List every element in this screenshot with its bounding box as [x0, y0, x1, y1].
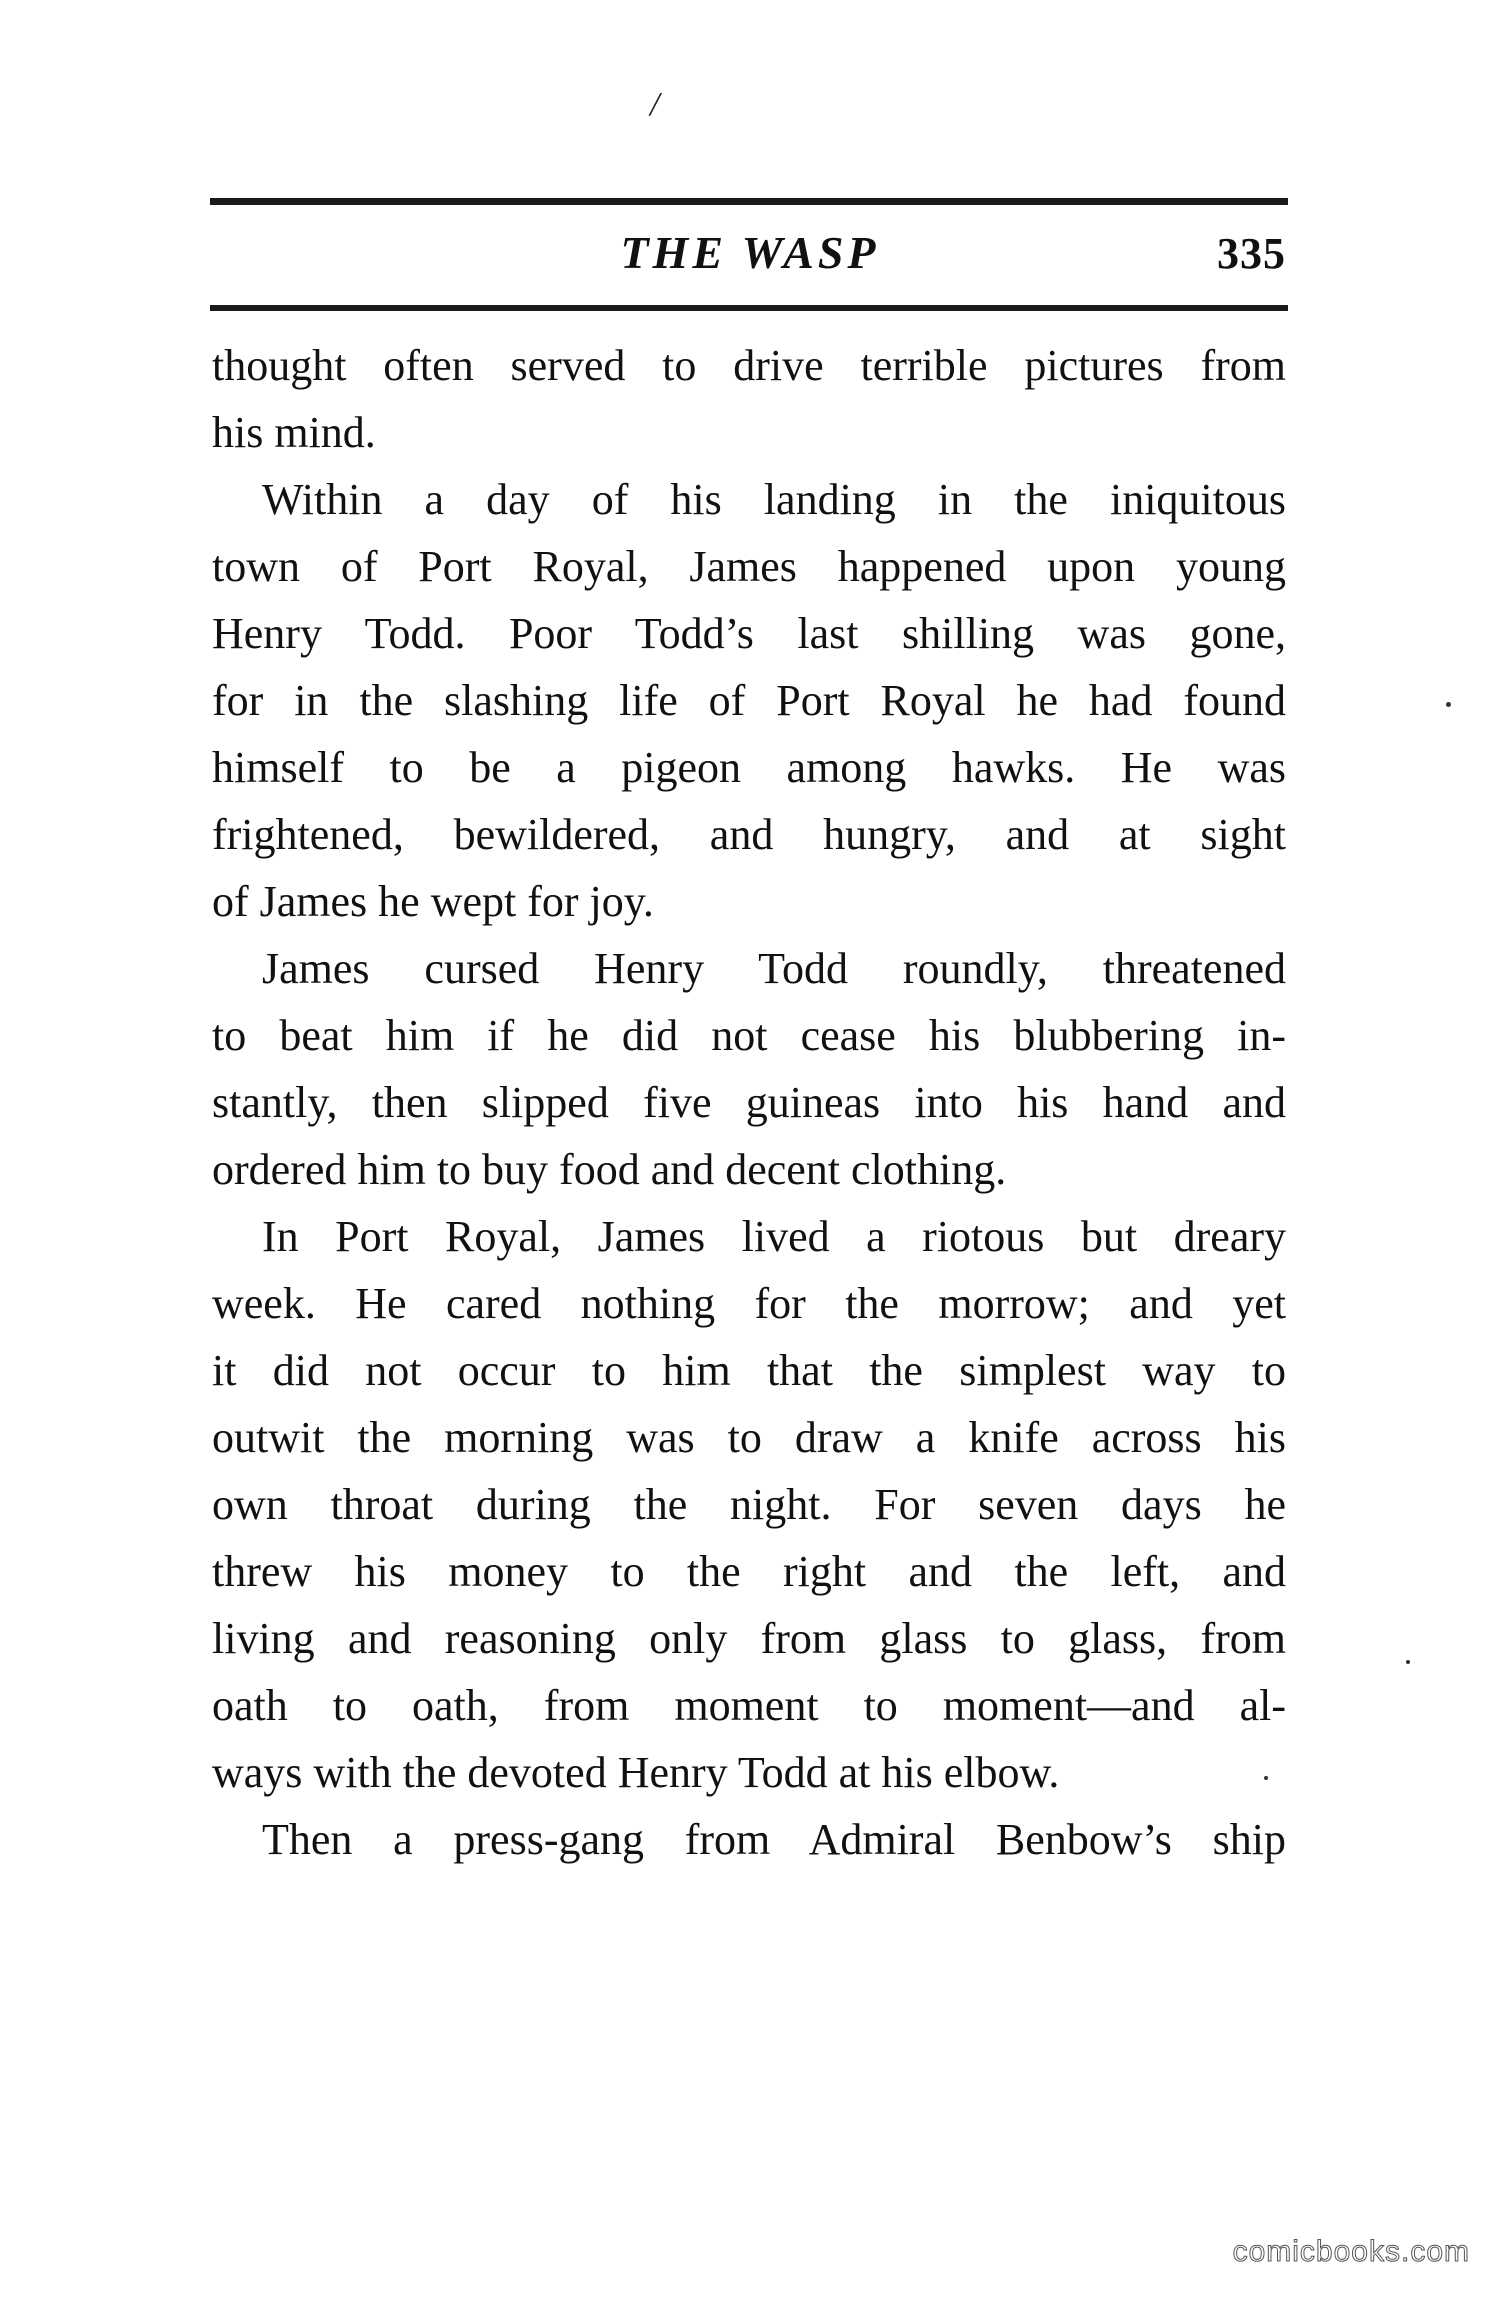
running-title: THE WASP: [620, 227, 880, 278]
scan-speck: [1406, 1660, 1410, 1664]
text-line: In Port Royal, James lived a riotous but dreary: [262, 1212, 1286, 1261]
paragraph: [212, 466, 1286, 935]
text-line: his mind.: [212, 408, 376, 457]
paragraph: [212, 1203, 1286, 1806]
stray-mark: /: [650, 86, 660, 123]
text-line: Within a day of his landing in the iniquitous: [262, 475, 1286, 524]
text-line: himself to be a pigeon among hawks. He was: [212, 743, 1286, 792]
text-line: Then a press-gang from Admiral Benbow’s ship: [262, 1815, 1286, 1864]
scan-speck: [1446, 702, 1451, 707]
text-line: ways with the devoted Henry Todd at his elbow.: [212, 1748, 1060, 1797]
text-line: threw his money to the right and the left, and: [212, 1547, 1286, 1596]
text-line: ordered him to buy food and decent clothing.: [212, 1145, 1007, 1194]
body-text: [212, 332, 1286, 1873]
text-line: it did not occur to him that the simplest way to: [212, 1346, 1286, 1395]
header-rule-bottom: [210, 305, 1288, 311]
text-line: to beat him if he did not cease his blubbering in-: [212, 1011, 1286, 1060]
scan-speck: [1264, 1776, 1268, 1780]
text-line: living and reasoning only from glass to glass, from: [212, 1614, 1286, 1663]
text-line: own throat during the night. For seven days he: [212, 1480, 1286, 1529]
text-line: Henry Todd. Poor Todd’s last shilling was gone,: [212, 609, 1286, 658]
text-line: town of Port Royal, James happened upon young: [212, 542, 1286, 591]
text-line: of James he wept for joy.: [212, 877, 654, 926]
text-line: thought often served to drive terrible pictures from: [212, 341, 1286, 390]
text-line: week. He cared nothing for the morrow; and yet: [212, 1279, 1286, 1328]
paragraph: [212, 935, 1286, 1203]
text-line: for in the slashing life of Port Royal he had found: [212, 676, 1286, 725]
text-line: outwit the morning was to draw a knife across his: [212, 1413, 1286, 1462]
header-rule-top: [210, 198, 1288, 205]
text-line: frightened, bewildered, and hungry, and at sight: [212, 810, 1286, 859]
paragraph: [212, 1806, 1286, 1873]
page-number: 335: [1217, 229, 1286, 278]
paragraph: [212, 332, 1286, 466]
text-line: James cursed Henry Todd roundly, threatened: [262, 944, 1286, 993]
text-line: stantly, then slipped five guineas into his hand and: [212, 1078, 1286, 1127]
text-line: oath to oath, from moment to moment—and al-: [212, 1681, 1286, 1730]
watermark: comicbooks.com: [1232, 2235, 1470, 2268]
